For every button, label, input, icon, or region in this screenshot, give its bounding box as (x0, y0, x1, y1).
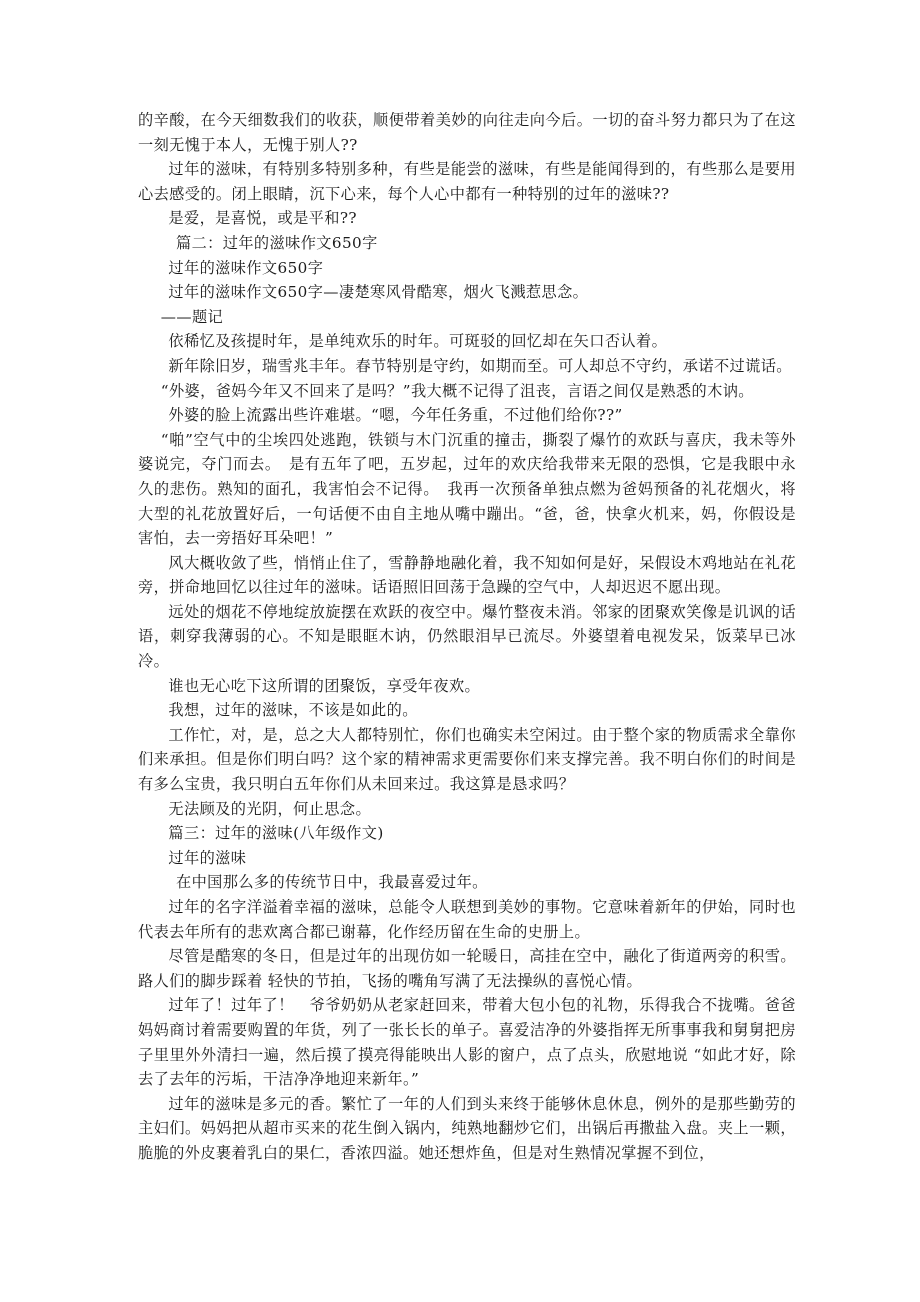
paragraph-23: 尽管是酷寒的冬日，但是过年的出现仿如一轮暖日，高挂在空中，融化了街道两旁的积雪。路人们的脚步踩着 轻快的节拍，飞扬的嘴角写满了无法操纵的喜悦心情。 (138, 947, 796, 990)
section-heading-3: 篇三：过年的滋味(八年级作文) (168, 824, 384, 843)
paragraph-13: 风大概收敛了些，悄悄止住了，雪静静地融化着，我不知如何是好，呆假设木鸡地站在礼花旁，拼命地回忆以往过年的滋味。话语照旧回荡于急躁的空气中，人却迟迟不愿出现。 (138, 553, 796, 597)
paragraph-22: 过年的名字洋溢着幸福的滋味，总能令人联想到美妙的事物。它意味着新年的伊始，同时也代表去年所有的悲欢离合都已谢幕，化作经历留在生命的史册上。 (138, 898, 796, 941)
paragraph-11: 外婆的脸上流露出些许难堪。“嗯，今年任务重，不过他们给你??” (168, 406, 623, 425)
paragraph-21: 在中国那么多的传统节日中，我最喜爱过年。 (176, 873, 488, 892)
paragraph-16: 我想，过年的滋味，不该是如此的。 (168, 701, 418, 720)
paragraph-15: 谁也无心吃下这所谓的团聚饭，享受年夜欢。 (168, 676, 481, 695)
document-page (138, 108, 796, 1166)
section-heading-2: 篇二：过年的滋味作文650字 (176, 233, 378, 252)
paragraph-1: 的辛酸，在今天细数我们的收获，顺便带着美妙的向往走向今后。一切的奋斗努力都只为了在这一刻无愧于本人，无愧于别人?? (138, 111, 796, 154)
essay-title-3: 过年的滋味 (168, 848, 247, 867)
paragraph-9: 新年除旧岁，瑞雪兆丰年。春节特别是守约，如期而至。可人却总不守约，承诺不过谎话。 (168, 356, 792, 375)
paragraph-14: 远处的烟花不停地绽放旋摆在欢跃的夜空中。爆竹整夜未消。邻家的团聚欢笑像是讥讽的话语，刺穿我薄弱的心。不知是眼眶木讷，仍然眼泪早已流尽。外婆望着电视发呆，饭菜早已冰冷。 (138, 602, 796, 671)
paragraph-17: 工作忙，对，是，总之大人都特别忙，你们也确实未空闲过。由于整个家的物质需求全靠你们来承担。但是你们明白吗？这个家的精神需求更需要你们来支撑完善。我不明白你们的时间是有多么宝贵，我只明白五年你们从未回来过。我这算是恳求吗？ (138, 725, 796, 794)
paragraph-24: 过年了！过年了！ 爷爷奶奶从老家赶回来，带着大包小包的礼物，乐得我合不拢嘴。爸爸妈妈商讨着需要购置的年货，列了一张长长的单子。喜爱洁净的外婆指挥无所事事我和舅舅把房子里里外外清扫一遍，然后摸了摸亮得能映出人影的窗户，点了点头，欣慰地说 “如此才好，除去了去年的污垢，干洁净净地迎来新年。” (138, 996, 796, 1089)
paragraph-8: 依稀忆及孩提时年，是单纯欢乐的时年。可斑驳的回忆却在矢口否认着。 (168, 332, 668, 351)
paragraph-3: 是爱，是喜悦，或是平和?? (168, 209, 357, 228)
epigraph-label: ——题记 (160, 307, 224, 326)
paragraph-18: 无法顾及的光阴，何止思念。 (168, 799, 372, 818)
paragraph-25: 过年的滋味是多元的香。繁忙了一年的人们到头来终于能够休息休息，例外的是那些勤劳的主妇们。妈妈把从超市买来的花生倒入锅内，纯熟地翻炒它们，出锅后再撒盐入盘。夹上一颗，脆脆的外皮裹着乳白的果仁，香浓四溢。她还想炸鱼，但是对生熟情况掌握不到位， (138, 1094, 796, 1162)
paragraph-2: 过年的滋味，有特别多特别多种，有些是能尝的滋味，有些是能闻得到的，有些那么是要用心去感受的。闭上眼睛，沉下心来，每个人心中都有一种特别的过年的滋味?? (138, 160, 796, 203)
paragraph-12: “啪”空气中的尘埃四处逃跑，铁锁与木门沉重的撞击，撕裂了爆竹的欢跃与喜庆，我未等外婆说完，夺门而去。 是有五年了吧，五岁起，过年的欢庆给我带来无限的恐惧，它是我眼中永久的悲伤。熟知的面孔，我害怕会不记得。 我再一次预备单独点燃为爸妈预备的礼花烟火，将大型的礼花放置好后，一句话便不由自主地从嘴中蹦出。“爸，爸，快拿火机来，妈，你假设是害怕，去一旁捂好耳朵吧！” (138, 430, 796, 548)
essay-title-2: 过年的滋味作文650字 (168, 258, 324, 277)
essay-subtitle-2: 过年的滋味作文650字—凄楚寒风骨酷寒，烟火飞溅惹思念。 (168, 283, 589, 302)
paragraph-10: “外婆，爸妈今年又不回来了是吗？”我大概不记得了沮丧，言语之间仅是熟悉的木讷。 (160, 381, 754, 400)
